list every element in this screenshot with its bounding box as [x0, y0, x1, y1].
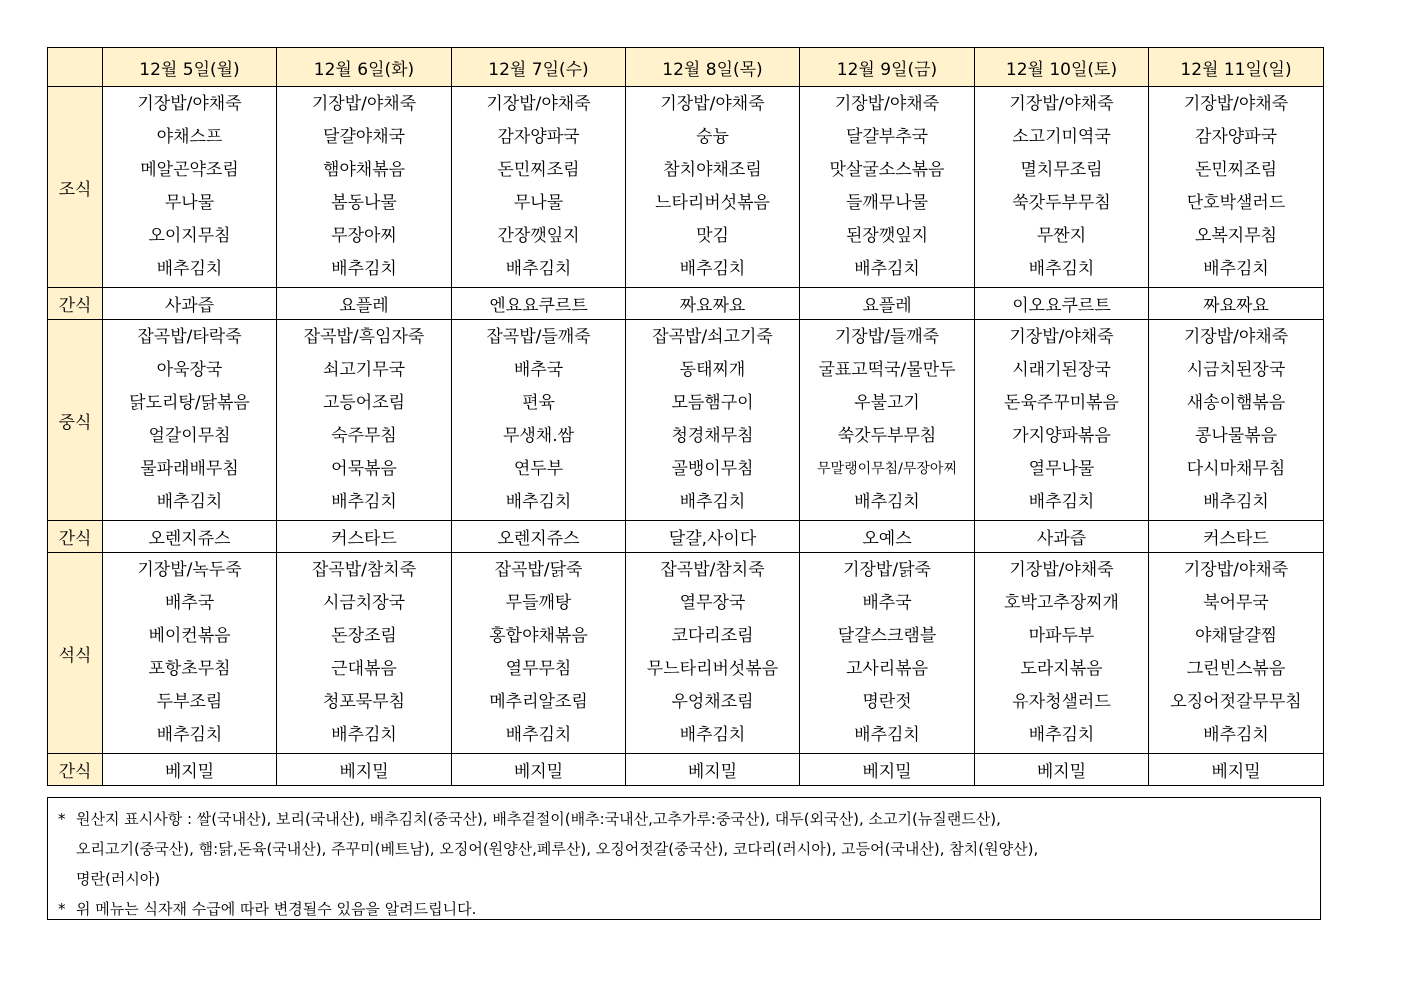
morning-snack-row	[48, 288, 1324, 320]
breakfast-label: 조식	[48, 87, 103, 288]
menu-item: 아욱장국	[156, 360, 223, 380]
menu-item: 느타리버섯볶음	[655, 193, 770, 213]
breakfast-menu-cell	[277, 87, 452, 288]
dinner-row	[48, 553, 1324, 754]
afternoon-snack-cell: 오예스	[800, 521, 975, 553]
dinner-menu-cell	[975, 553, 1149, 754]
menu-item: 잡곡밥/흑임자죽	[303, 327, 425, 347]
menu-item: 멸치무조림	[1020, 160, 1103, 180]
menu-item: 기장밥/야채죽	[1183, 94, 1289, 114]
dinner-menu-cell	[452, 553, 626, 754]
menu-item: 달걀스크램블	[837, 626, 937, 646]
note-origin-cont	[58, 864, 1310, 894]
menu-item: 우불고기	[854, 393, 920, 413]
day-header: 12월 6일(화)	[277, 48, 452, 87]
lunch-menu-cell	[800, 320, 975, 521]
menu-item: 배추김치	[505, 725, 572, 745]
menu-item: 맛김	[696, 226, 729, 246]
morning-snack-cell: 짜요짜요	[626, 288, 800, 320]
menu-item: 어묵볶음	[331, 459, 397, 479]
evening-snack-cell: 베지밀	[103, 754, 277, 786]
menu-item: 베이컨볶음	[148, 626, 231, 646]
morning-snack-cell: 요플레	[800, 288, 975, 320]
menu-item: 근대볶음	[331, 659, 397, 679]
menu-item: 배추김치	[505, 492, 572, 512]
note-origin	[58, 804, 1310, 834]
morning-snack-cell: 짜요짜요	[1149, 288, 1324, 320]
lunch-menu-cell	[452, 320, 626, 521]
menu-item: 들깨무나물	[845, 193, 929, 213]
menu-item: 배추김치	[854, 725, 920, 745]
menu-item: 두부조림	[156, 692, 223, 712]
menu-item: 시래기된장국	[1012, 360, 1111, 380]
menu-item: 감자양파국	[497, 127, 580, 147]
note-change-text: 위 메뉴는 식자재 수급에 따라 변경될수 있음을 알려드립니다.	[76, 900, 477, 918]
menu-item: 달걀야채국	[322, 127, 406, 147]
breakfast-menu-cell	[626, 87, 800, 288]
afternoon-snack-cell: 달걀,사이다	[626, 521, 800, 553]
menu-item: 돈육주꾸미볶음	[1004, 393, 1119, 413]
menu-item: 참치야채조림	[663, 160, 762, 180]
menu-item: 배추김치	[1203, 259, 1269, 279]
menu-item: 새송이햄볶음	[1186, 393, 1286, 413]
menu-item: 오복지무침	[1194, 226, 1278, 246]
day-header: 12월 8일(목)	[626, 48, 800, 87]
breakfast-menu-cell	[1149, 87, 1324, 288]
menu-item: 배추김치	[156, 492, 223, 512]
menu-item: 무장아찌	[331, 226, 397, 246]
dinner-menu-cell	[103, 553, 277, 754]
menu-item: 배추김치	[1203, 725, 1269, 745]
menu-item: 가지양파볶음	[1012, 426, 1111, 446]
menu-item: 연두부	[513, 459, 564, 479]
dinner-menu-cell	[277, 553, 452, 754]
menu-item: 코다리조림	[671, 626, 754, 646]
menu-item: 배추국	[513, 360, 564, 380]
evening-snack-row	[48, 754, 1324, 786]
menu-item: 무들깨탕	[505, 593, 572, 613]
note-bullet: *	[58, 810, 66, 828]
evening-snack-label: 간식	[48, 754, 103, 786]
menu-item: 유자청샐러드	[1012, 692, 1111, 712]
afternoon-snack-label: 간식	[48, 521, 103, 553]
note-change	[58, 894, 1310, 924]
menu-item: 잡곡밥/쇠고기죽	[652, 327, 773, 347]
menu-item: 달걀부추국	[845, 127, 929, 147]
menu-item: 굴표고떡국/물만두	[818, 360, 956, 380]
note-bullet: *	[58, 900, 66, 918]
afternoon-snack-row	[48, 521, 1324, 553]
menu-item: 잡곡밥/참치죽	[311, 560, 417, 580]
menu-item: 잡곡밥/타락죽	[137, 327, 242, 347]
menu-item: 마파두부	[1028, 626, 1095, 646]
note-origin-line1: 원산지 표시사항 : 쌀(국내산), 보리(국내산), 배추김치(중국산), 배추겉절이(배추:국내산,고추가루:중국산), 대두(외국산), 소고기(뉴질랜드산),	[76, 810, 1001, 828]
menu-item: 기장밥/야채죽	[1009, 327, 1114, 347]
menu-item: 야채달걀찜	[1194, 626, 1278, 646]
menu-item: 배추김치	[679, 259, 746, 279]
afternoon-snack-cell: 오렌지쥬스	[452, 521, 626, 553]
menu-item: 홍합야채볶음	[489, 626, 588, 646]
menu-item: 배추국	[862, 593, 912, 613]
menu-item: 명란젓	[862, 692, 912, 712]
lunch-menu-cell	[277, 320, 452, 521]
menu-item: 배추국	[164, 593, 215, 613]
menu-item: 닭도리탕/닭볶음	[129, 393, 250, 413]
menu-item: 도라지볶음	[1020, 659, 1103, 679]
menu-item: 호박고추장찌개	[1004, 593, 1119, 613]
weekly-menu-table	[47, 47, 1324, 786]
menu-item: 된장깻잎지	[845, 226, 929, 246]
morning-snack-cell: 요플레	[277, 288, 452, 320]
menu-item: 돈민찌조림	[497, 160, 580, 180]
morning-snack-cell: 엔요요쿠르트	[452, 288, 626, 320]
afternoon-snack-cell: 오렌지쥬스	[103, 521, 277, 553]
breakfast-row	[48, 87, 1324, 288]
menu-item: 기장밥/야채죽	[660, 94, 765, 114]
menu-item: 고등어조림	[322, 393, 406, 413]
breakfast-menu-cell	[452, 87, 626, 288]
evening-snack-cell: 베지밀	[975, 754, 1149, 786]
menu-item: 기장밥/야채죽	[1009, 94, 1114, 114]
dinner-label: 석식	[48, 553, 103, 754]
menu-item: 배추김치	[1028, 259, 1095, 279]
menu-item: 무나물	[164, 193, 215, 213]
menu-item: 열무무침	[505, 659, 572, 679]
menu-item: 배추김치	[854, 259, 920, 279]
menu-item: 숭늉	[696, 127, 729, 147]
menu-item: 기장밥/닭죽	[843, 560, 931, 580]
menu-item: 배추김치	[505, 259, 572, 279]
menu-item: 모듬햄구이	[671, 393, 754, 413]
afternoon-snack-cell: 사과즙	[975, 521, 1149, 553]
lunch-label: 중식	[48, 320, 103, 521]
menu-item: 쑥갓두부무침	[837, 426, 937, 446]
menu-item: 무말랭이무침/무장아찌	[817, 461, 957, 477]
menu-item: 쑥갓두부무침	[1012, 193, 1111, 213]
menu-item: 편육	[522, 393, 555, 413]
menu-item: 우엉채조림	[671, 692, 754, 712]
breakfast-menu-cell	[975, 87, 1149, 288]
menu-item: 잡곡밥/닭죽	[494, 560, 583, 580]
menu-item: 기장밥/야채죽	[137, 94, 242, 114]
day-header: 12월 9일(금)	[800, 48, 975, 87]
menu-item: 기장밥/야채죽	[311, 94, 417, 114]
menu-item: 배추김치	[331, 259, 397, 279]
menu-item: 고사리볶음	[845, 659, 929, 679]
menu-item: 단호박샐러드	[1186, 193, 1286, 213]
menu-item: 골뱅이무침	[671, 459, 754, 479]
evening-snack-cell: 베지밀	[452, 754, 626, 786]
day-header: 12월 11일(일)	[1149, 48, 1324, 87]
menu-item: 기장밥/야채죽	[1183, 327, 1289, 347]
menu-item: 오이지무침	[148, 226, 231, 246]
afternoon-snack-cell: 커스타드	[1149, 521, 1324, 553]
evening-snack-cell: 베지밀	[1149, 754, 1324, 786]
day-header: 12월 5일(월)	[103, 48, 277, 87]
menu-item: 무나물	[513, 193, 564, 213]
day-header: 12월 10일(토)	[975, 48, 1149, 87]
menu-item: 무생채.쌈	[502, 426, 575, 446]
corner-cell	[48, 48, 103, 87]
menu-item: 배추김치	[679, 492, 746, 512]
menu-item: 기장밥/야채죽	[1009, 560, 1114, 580]
menu-item: 무짠지	[1036, 226, 1087, 246]
menu-item: 잡곡밥/참치죽	[660, 560, 765, 580]
menu-item: 오징어젓갈무무침	[1170, 692, 1302, 712]
breakfast-menu-cell	[800, 87, 975, 288]
menu-item: 배추김치	[156, 725, 223, 745]
menu-item: 돈장조림	[331, 626, 397, 646]
menu-item: 배추김치	[156, 259, 223, 279]
menu-item: 배추김치	[1203, 492, 1269, 512]
header-row	[48, 48, 1324, 87]
menu-item: 감자양파국	[1194, 127, 1278, 147]
menu-item: 물파래배무침	[140, 459, 239, 479]
menu-item: 잡곡밥/들깨죽	[486, 327, 591, 347]
menu-item: 포항초무침	[148, 659, 231, 679]
menu-item: 열무나물	[1028, 459, 1095, 479]
menu-item: 그린빈스볶음	[1186, 659, 1286, 679]
lunch-menu-cell	[1149, 320, 1324, 521]
menu-item: 얼갈이무침	[148, 426, 231, 446]
menu-item: 배추김치	[1028, 725, 1095, 745]
menu-item: 배추김치	[1028, 492, 1095, 512]
menu-item: 배추김치	[331, 725, 397, 745]
dinner-menu-cell	[800, 553, 975, 754]
notes-box	[47, 797, 1321, 920]
morning-snack-cell: 사과즙	[103, 288, 277, 320]
menu-item: 기장밥/야채죽	[1183, 560, 1289, 580]
menu-item: 메추리알조림	[489, 692, 588, 712]
menu-item: 청포묵무침	[322, 692, 406, 712]
menu-item: 열무장국	[679, 593, 746, 613]
note-origin-cont	[58, 834, 1310, 864]
menu-item: 기장밥/들깨죽	[834, 327, 940, 347]
menu-item: 배추김치	[331, 492, 397, 512]
morning-snack-label: 간식	[48, 288, 103, 320]
lunch-menu-cell	[975, 320, 1149, 521]
evening-snack-cell: 베지밀	[800, 754, 975, 786]
menu-item: 맛살굴소스볶음	[829, 160, 945, 180]
afternoon-snack-cell: 커스타드	[277, 521, 452, 553]
menu-item: 무느타리버섯볶음	[646, 659, 779, 679]
menu-item: 기장밥/야채죽	[486, 94, 591, 114]
menu-item: 쇠고기무국	[322, 360, 406, 380]
menu-item: 시금치된장국	[1186, 360, 1286, 380]
menu-item: 기장밥/야채죽	[834, 94, 940, 114]
menu-item: 기장밥/녹두죽	[137, 560, 242, 580]
note-origin-line3: 명란(러시아)	[76, 870, 161, 888]
morning-snack-cell: 이오요쿠르트	[975, 288, 1149, 320]
menu-item: 다시마채무침	[1186, 459, 1286, 479]
dinner-menu-cell	[1149, 553, 1324, 754]
menu-item: 시금치장국	[322, 593, 406, 613]
menu-item: 야채스프	[156, 127, 223, 147]
evening-snack-cell: 베지밀	[626, 754, 800, 786]
menu-item: 봄동나물	[331, 193, 397, 213]
day-header: 12월 7일(수)	[452, 48, 626, 87]
lunch-menu-cell	[103, 320, 277, 521]
menu-item: 햄야채볶음	[322, 160, 406, 180]
menu-item: 간장깻잎지	[497, 226, 580, 246]
menu-item: 동태찌개	[679, 360, 746, 380]
breakfast-menu-cell	[103, 87, 277, 288]
dinner-menu-cell	[626, 553, 800, 754]
note-origin-line2: 오리고기(중국산), 햄:닭,돈육(국내산), 주꾸미(베트남), 오징어(원양산,페루산), 오징어젓갈(중국산), 코다리(러시아), 고등어(국내산), 참치(원양산),	[76, 840, 1039, 858]
menu-item: 돈민찌조림	[1194, 160, 1278, 180]
menu-item: 북어무국	[1203, 593, 1269, 613]
evening-snack-cell: 베지밀	[277, 754, 452, 786]
menu-item: 숙주무침	[331, 426, 397, 446]
lunch-row	[48, 320, 1324, 521]
menu-item: 콩나물볶음	[1194, 426, 1278, 446]
menu-item: 메알곤약조림	[140, 160, 239, 180]
menu-item: 소고기미역국	[1012, 127, 1111, 147]
menu-item: 배추김치	[679, 725, 746, 745]
lunch-menu-cell	[626, 320, 800, 521]
menu-item: 청경채무침	[671, 426, 754, 446]
menu-item: 배추김치	[854, 492, 920, 512]
